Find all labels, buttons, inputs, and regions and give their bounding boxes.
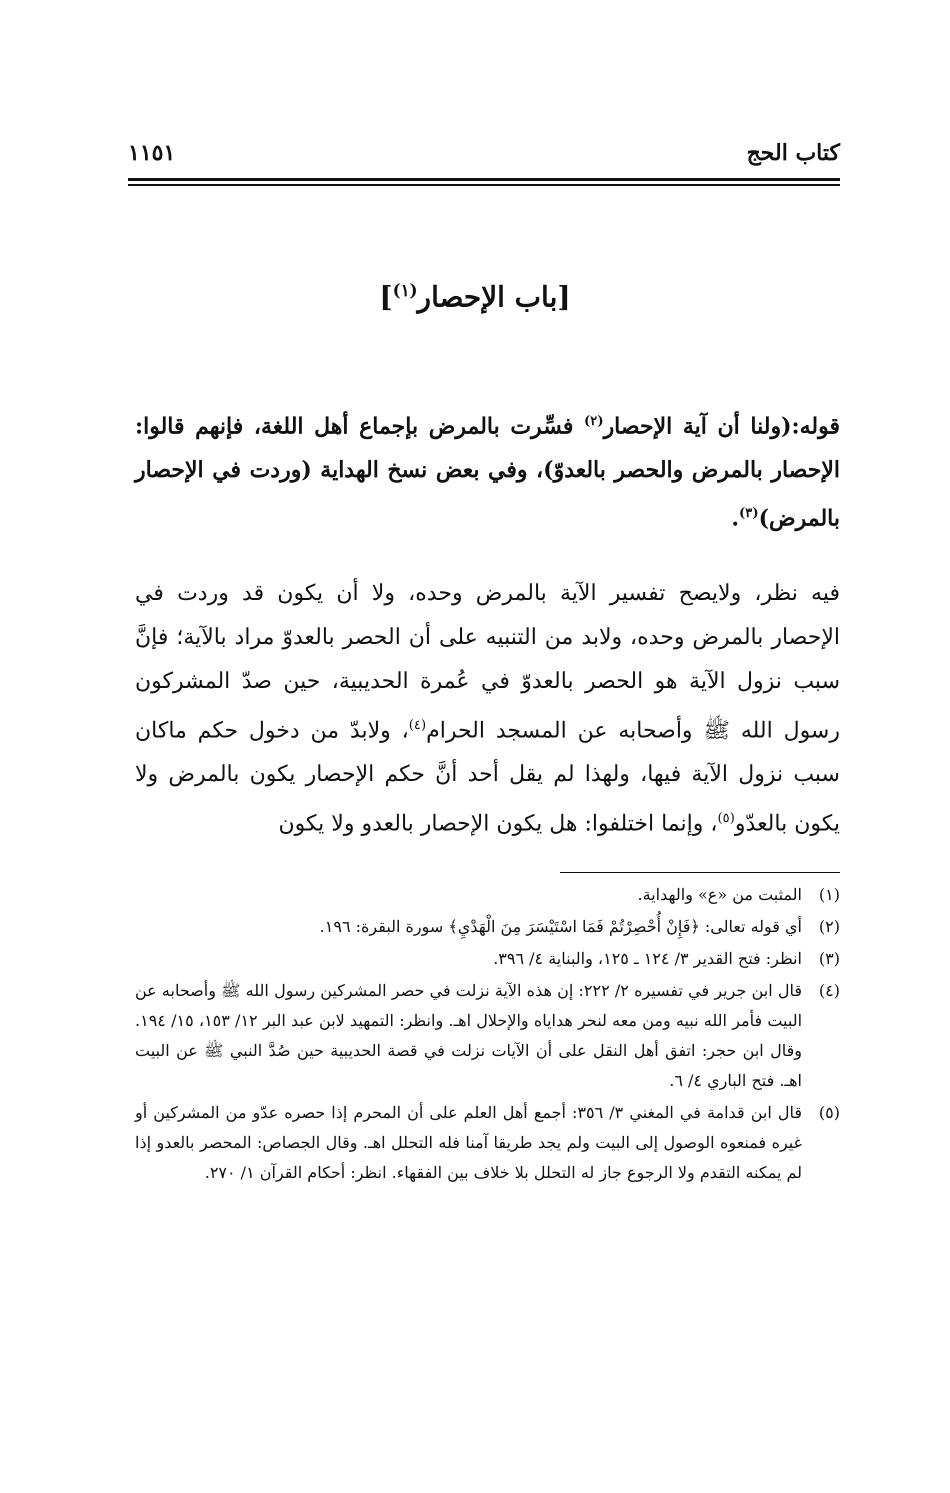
quote-text-middle: فسِّرت بالمرض بإجماع أهل اللغة، فإنهم قالوا: الإحصار بالمرض والحصر بالعدوّ)، وفي بعض نسخ الهداية (وردت في الإحصار بالمرض) [135,413,840,532]
footnote-separator [560,872,840,873]
footnote [135,976,840,1096]
running-head: كتاب الحج [746,140,840,166]
footnote-ref-3: (٣) [739,506,759,522]
footnote-number: (٤) [818,981,840,1000]
commentary-text-1: فيه نظر، ولايصح تفسير الآية بالمرض وحده، ولا أن يكون قد وردت في الإحصار بالمرض وحده، ولابد من التنبيه على أن الحصر بالعدوّ مراد بالآية؛ فإنَّ سبب نزول الآية هو الحصر بالعدوّ في عُمرة الحديبية، حين صدّ المشركون رسول الله ﷺ وأصحابه عن المسجد الحرام [135,581,840,744]
quote-text-end: . [731,505,739,532]
footnote [135,880,840,910]
footnote [135,944,840,974]
quoted-paragraph [135,400,840,541]
footnote-text: المثبت من «ع» والهداية. [637,885,802,904]
page-header [128,140,840,176]
chapter-footnote-ref: (١) [392,280,418,300]
footnote-ref-2: (٢) [583,414,604,429]
chapter-title [0,280,950,313]
chapter-title-close: ] [379,280,393,314]
commentary-text-2: ، ولابدّ من دخول حكم ماكان سبب نزول الآية فيها، ولهذا لم يقل أحد أنَّ حكم الإحصار يكون بالمرض ولا يكون بالعدّو [135,718,840,837]
header-rule-thick [128,178,840,181]
footnote [135,1098,840,1188]
footnotes [135,880,840,1190]
chapter-title-text: [باب الإحصار [417,280,571,314]
commentary-text-3: ، وإنما اختلفوا: هل يكون الإحصار بالعدو ولا يكون [278,811,718,837]
footnote-number: (١) [818,885,840,904]
header-rule-thin [128,184,840,186]
footnote-ref-4: (٤) [408,718,427,733]
footnote-text: قال ابن جرير في تفسيره ٢/ ٢٢٢: إن هذه الآية نزلت في حصر المشركين رسول الله ﷺ وأصحابه عن البيت فأمر الله نبيه ومن معه لنحر هداياه والإحلال اهـ. وانظر: التمهيد لابن عبد البر ١٢/ ١٥٣، ١٥/ ١٩٤. وقال ابن حجر: اتفق أهل النقل على أن الآيات نزلت في قصة الحديبية حين صُدَّ النبي ﷺ عن البيت اهـ. فتح الباري ٤/ ٦. [135,981,803,1090]
footnote-text: أي قوله تعالى: ﴿فَإِنْ أُحْصِرْتُمْ فَمَا اسْتَيْسَرَ مِنَ الْهَدْيِ﴾ سورة البقرة: ١٩٦. [319,917,802,936]
quote-text-start: قوله:(ولنا أن آية الإحصار [603,413,840,440]
page-number: ١١٥١ [128,140,176,166]
footnote-text: انظر: فتح القدير ٣/ ١٢٤ ـ ١٢٥، والبناية ٤/ ٣٩٦. [493,949,802,968]
commentary-paragraph [135,572,840,847]
footnote-text: قال ابن قدامة في المغني ٣/ ٣٥٦: أجمع أهل العلم على أن المحرم إذا حصره عدّو من المشركين أو غيره فمنعوه الوصول إلى البيت ولم يجد طريقا آمنا فله التحلل اهـ. وقال الجصاص: المحصر بالعدو إذا لم يمكنه التقدم ولا الرجوع جاز له التحلل بلا خلاف بين الفقهاء. انظر: أحكام القرآن ١/ ٢٧٠. [135,1103,802,1182]
footnote-number: (٢) [818,917,840,936]
footnote-number: (٣) [818,949,840,968]
footnote [135,912,840,942]
footnote-ref-5: (٥) [717,811,735,827]
footnote-number: (٥) [818,1103,840,1122]
